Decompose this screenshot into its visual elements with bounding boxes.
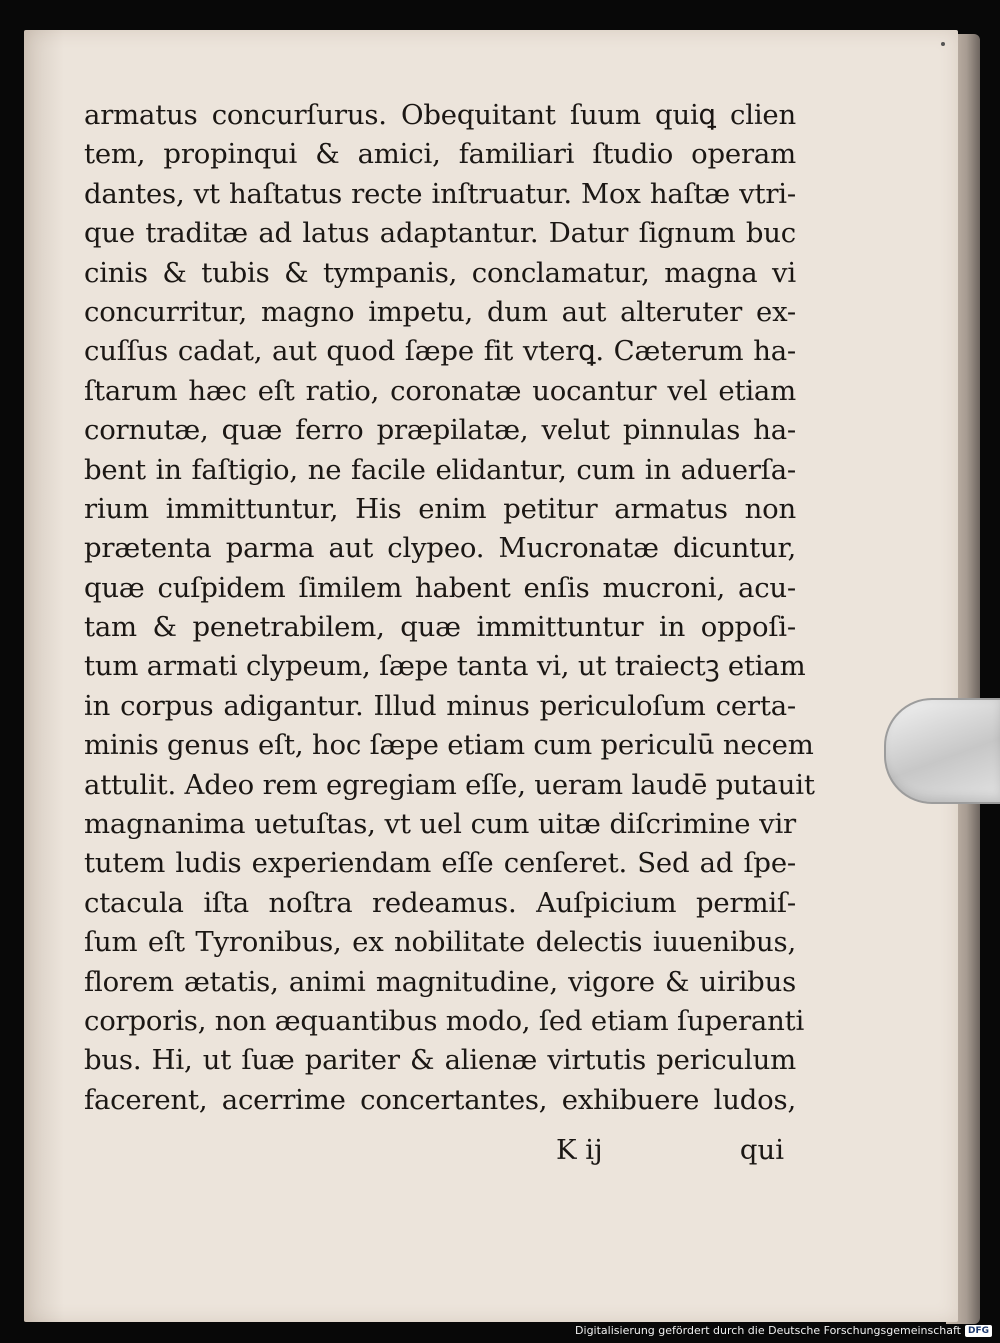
text-line: tutem ludis experiendam eſſe cenſeret. Sed ad ſpe- (84, 847, 796, 880)
text-line: minis genus eſt, hoc ſæpe etiam cum periculū necem (84, 729, 814, 762)
catchword: qui (739, 1134, 784, 1166)
text-line: ſtarum hæc eſt ratio, coronatæ uocantur vel etiam (84, 374, 796, 407)
text-line: tum armati clypeum, ſæpe tanta vi, ut traiectꝫ etiam (84, 650, 806, 683)
text-line: tam & penetrabilem, quæ immittuntur in oppoſi- (84, 611, 796, 644)
text-line: bent in faſtigio, ne facile elidantur, cum in aduerſa- (84, 453, 796, 486)
text-line: attulit. Adeo rem egregiam eſſe, ueram laudē putauit (84, 768, 815, 801)
text-line: concurritur, magno impetu, dum aut alteruter ex- (84, 295, 796, 328)
text-line: rium immittuntur, His enim petitur armatus non (84, 492, 796, 525)
page-clip-tab (884, 698, 1000, 804)
dfg-logo-icon: DFG (965, 1325, 992, 1337)
text-line: tem, propinqui & amici, familiari ſtudio operam (84, 138, 796, 171)
text-line: bus. Hi, ut ſuæ pariter & alienæ virtutis periculum (84, 1044, 796, 1077)
text-line: florem ætatis, animi magnitudine, vigore & uiribus (84, 965, 796, 998)
signature-mark: K ij (556, 1134, 603, 1166)
page-mark (941, 42, 945, 46)
credit-text: Digitalisierung gefördert durch die Deutsche Forschungsgemeinschaft (575, 1324, 961, 1337)
text-line: magnanima uetuſtas, vt uel cum uitæ diſcrimine vir (84, 808, 796, 841)
text-line: armatus concurſurus. Obequitant ſuum quiꝗ clien (84, 99, 796, 131)
text-line: prætenta parma aut clypeo. Mucronatæ dicuntur, (84, 532, 796, 565)
gutter-shadow (24, 30, 64, 1322)
digitization-credit (575, 1324, 992, 1337)
text-line: corporis, non æquantibus modo, ſed etiam ſuperanti (84, 1004, 805, 1037)
text-line: ctacula iſta noſtra redeamus. Auſpicium permiſ- (84, 886, 796, 919)
text-line: cuſſus cadat, aut quod ſæpe fit vterꝗ. Cæterum ha- (84, 335, 796, 368)
text-line: cinis & tubis & tympanis, conclamatur, magna vi (84, 256, 796, 289)
page-footer (84, 1130, 796, 1170)
text-line: quæ cuſpidem ſimilem habent enſis mucroni, acu- (84, 571, 796, 604)
latin-text-block (84, 96, 815, 1120)
text-line: ſum eſt Tyronibus, ex nobilitate delectis iuuenibus, (84, 926, 796, 959)
text-line: facerent, acerrime concertantes, exhibuere ludos, (84, 1083, 796, 1116)
text-line: que traditæ ad latus adaptantur. Datur ſignum buc (84, 217, 796, 250)
text-line: dantes, vt haſtatus recte inſtruatur. Mox haſtæ vtri- (84, 177, 796, 210)
text-line: in corpus adigantur. Illud minus periculoſum certa- (84, 689, 796, 722)
text-line: cornutæ, quæ ferro præpilatæ, velut pinnulas ha- (84, 414, 796, 447)
